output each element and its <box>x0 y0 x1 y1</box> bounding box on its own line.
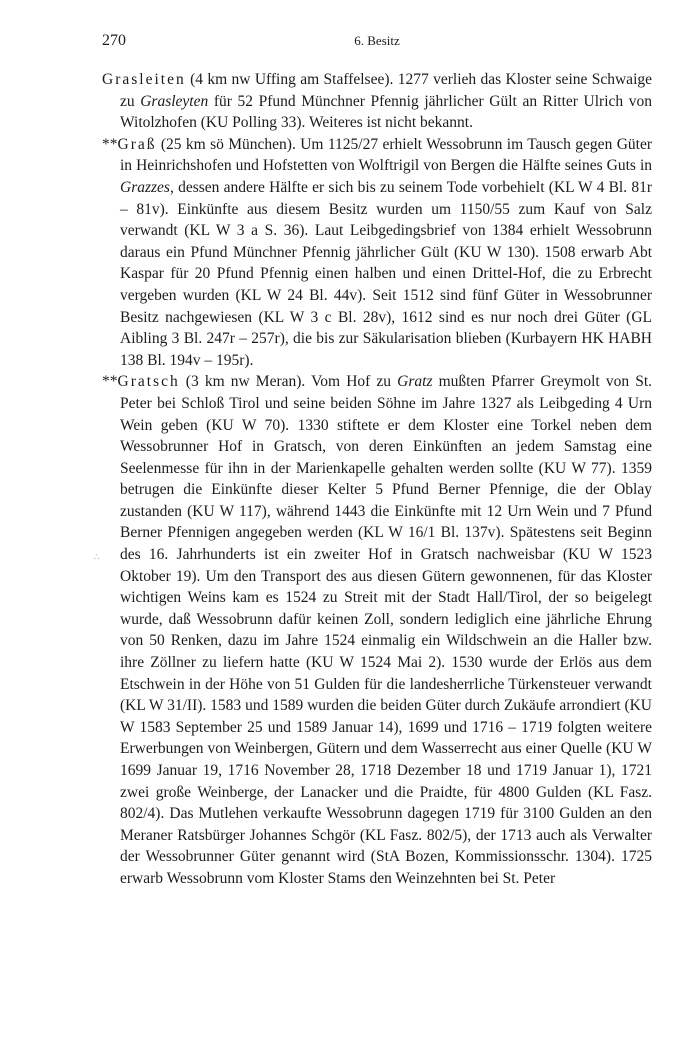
margin-mark: ∴ <box>94 552 100 562</box>
entry-marker: ** <box>102 135 118 153</box>
entry-text-before: (3 km nw Meran). Vom Hof zu <box>179 373 398 391</box>
entry-text-after: für 52 Pfund Münchner Pfennig jährlicher Gült an Ritter Ulrich von Witolzhofen (KU Polling 33). Weiteres ist nicht bekannt. <box>120 92 652 132</box>
entry-text-before: (4 km nw Uffing am Staffelsee). 1277 verlieh das Kloster seine Schwaige zu <box>120 71 652 110</box>
entry-grasleiten <box>102 69 652 134</box>
entry-term: Grasleiten <box>102 71 186 88</box>
entry-term: Gratsch <box>117 373 180 391</box>
entry-text-after: , dessen andere Hälfte er sich bis zu seinem Tode vorbehielt (KL W 4 Bl. 81r – 81v). Einkünfte aus diesem Besitz wurden um 1150/55 zum Kauf von Salz verwandt (KL W 3 a S. 36). Laut Leibgedingsbrief von 1384 erhielt Wessobrunn daraus ein Pfund Münchner Pfennig jährlicher Gült (KU W 130). 1508 erwarb Abt Kaspar für 20 Pfund Pfennig einen halben und einen Drittel-Hof, die zu Erbrecht vergeben wurden (KL W 24 Bl. 44v). Seit 1512 sind fünf Güter in Wessobrunner Besitz nachgewiesen (KL W 3 c Bl. 28v), 1612 sind es nur noch drei Güter (GL Aibling 3 Bl. 247r – 257r), die bis zur Säkularisation blieben (Kurbayern HK HABH 138 Bl. 194v – 195r). <box>120 178 652 369</box>
entry-text-before: (25 km sö München). Um 1125/27 erhielt Wessobrunn im Tausch gegen Güter in Heinrichshofen und Hofstetten von Wolftrigil von Bergen die Hälfte seines Guts in <box>120 135 652 175</box>
page-number: 270 <box>102 32 126 49</box>
entry-marker: ** <box>102 373 118 391</box>
entry-gratsch <box>102 371 652 889</box>
entry-term: Graß <box>117 135 157 153</box>
historic-place-name: Grazzes <box>120 178 170 196</box>
page-header <box>102 32 652 56</box>
entry-grass <box>102 134 652 372</box>
body-text <box>102 69 652 890</box>
running-head: 6. Besitz <box>354 33 400 48</box>
entry-text-after: mußten Pfarrer Greymolt von St. Peter bei Schloß Tirol und seine beiden Söhne im Jahre 1327 als Leibgeding 4 Urn Wein geben (KU W 70). 1330 stiftete er dem Kloster eine Torkel neben dem Wessobrunner Hof in Gratsch, von deren Einkünften an jedem Samstag eine Seelenmesse für ihn in der Marienkapelle gehalten werden sollte (KU W 77). 1359 betrugen die Einkünfte dieser Kelter 5 Pfund Berner Pfennige, die der Oblay zustanden (KU W 117), während 1443 die Einkünfte mit 12 Urn Wein und 7 Pfund Berner Pfennigen angegeben werden (KL W 16/1 Bl. 137v). Spätestens seit Beginn des 16. Jahrhunderts ist ein zweiter Hof in Gratsch nachweisbar (KU W 1523 Oktober 19). Um den Transport des aus diesen Gütern gewonnenen, für das Kloster wichtigen Weins kam es 1524 zu Streit mit der Stadt Hall/Tirol, der so beigelegt wurde, daß Wessobrunn dafür keinen Zoll, sondern lediglich eine jährliche Ehrung von 50 Renken, dazu im Jahre 1524 einmalig ein Wildschwein an die Haller bzw. ihre Zöllner zu liefern hatte (KU W 1524 Mai 2). 1530 wurde der Erlös aus dem Etschwein in der Höhe von 51 Gulden für die landesherrliche Türkensteuer verwandt (KL W 31/II). 1583 und 1589 wurden die beiden Güter durch Zukäufe arrondiert (KU W 1583 September 25 und 1589 Januar 14), 1699 und 1716 – 1719 folgten weitere Erwerbungen von Weinbergen, Gütern und dem Wasserrecht aus einer Quelle (KU W 1699 Januar 19, 1716 November 28, 1718 Dezember 18 und 1719 Januar 1), 1721 zwei große Weinberge, der Lanacker und die Praidte, für 4800 Gulden (KL Fasz. 802/4). Das Mutlehen verkaufte Wessobrunn dagegen 1719 für 3100 Gulden an den Meraner Ratsbürger Johannes Schgör (KL Fasz. 802/5), der 1713 auch als Verwalter der Wessobrunner Güter genannt wird (StA Bozen, Kommissionsschr. 1304). 1725 erwarb Wessobrunn vom Kloster Stams den Weinzehnten bei St. Peter <box>120 373 653 887</box>
historic-place-name: Gratz <box>397 373 433 391</box>
historic-place-name: Grasleyten <box>140 92 209 110</box>
